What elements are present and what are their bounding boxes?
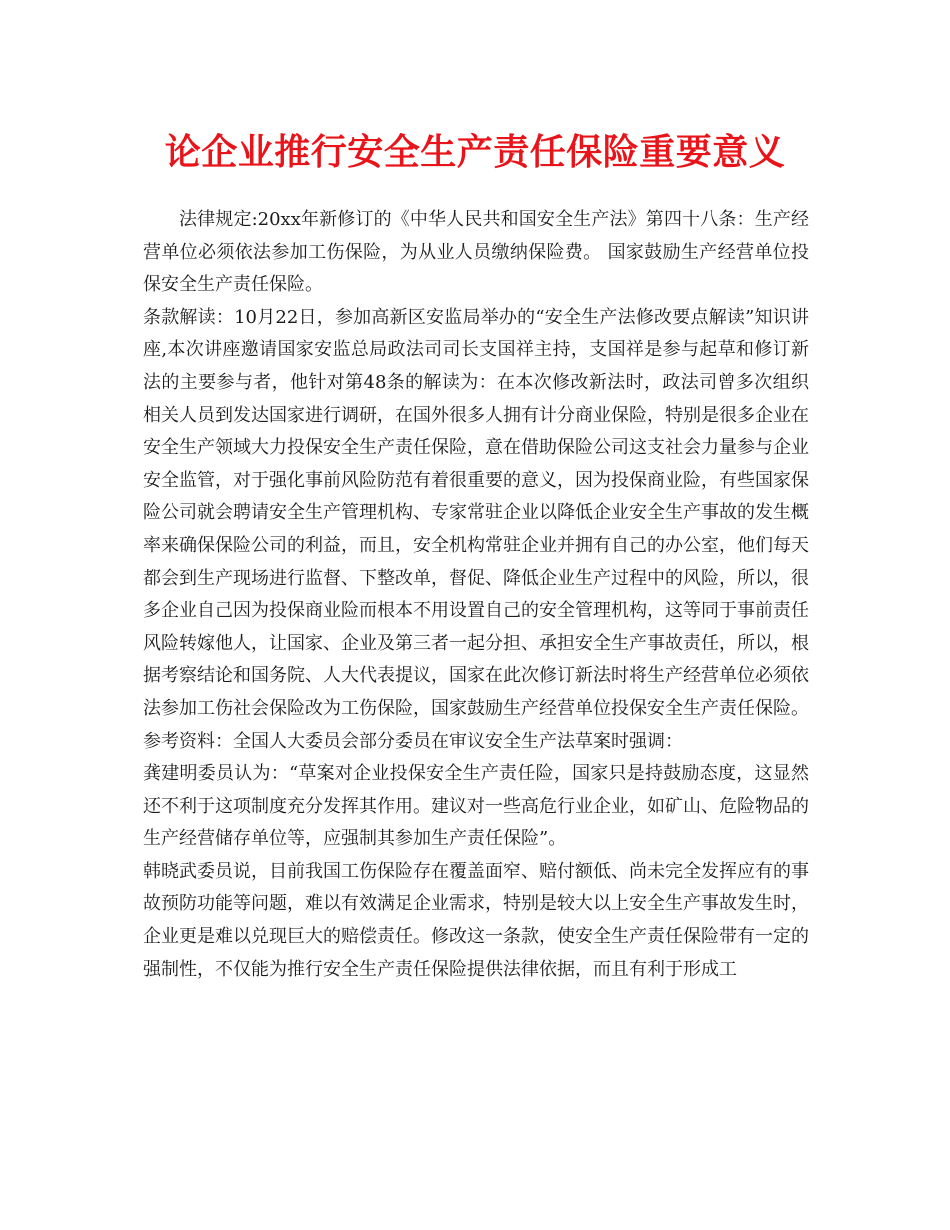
paragraph-gong-jianming: 龚建明委员认为：“草案对企业投保安全生产责任险，国家只是持鼓励态度，这显然还不利于这项制度充分发挥其作用。建议对一些高危行业企业，如矿山、危险物品的生产经营储存单位等，应强制其参加生产责任保险”。: [143, 763, 809, 850]
paragraph-clause-interpretation: 条款解读：10月22日，参加高新区安监局举办的“安全生产法修改要点解读”知识讲座,本次讲座邀请国家安监总局政法司司长支国祥主持，支国祥是参与起草和修订新法的主要参与者，他针对第48条的解读为：在本次修改新法时，政法司曾多次组织相关人员到发达国家进行调研，在国外很多人拥有计分商业保险，特别是很多企业在安全生产领域大力投保安全生产责任保险，意在借助保险公司这支社会力量参与企业安全监管，对于强化事前风险防范有着很重要的意义，因为投保商业险，有些国家保险公司就会聘请安全生产管理机构、专家常驻企业以降低企业安全生产事故的发生概率来确保保险公司的利益，而且，安全机构常驻企业并拥有自己的办公室，他们每天都会到生产现场进行监督、下整改单，督促、降低企业生产过程中的风险，所以，很多企业自己因为投保商业险而根本不用设置自己的安全管理机构，这等同于事前责任风险转嫁他人，让国家、企业及第三者一起分担、承担安全生产事故责任，所以，根据考察结论和国务院、人大代表提议，国家在此次修订新法时将生产经营单位必须依法参加工伤社会保险改为工伤保险，国家鼓励生产经营单位投保安全生产责任保险。: [143, 306, 809, 719]
paragraph-legal-provision: 法律规定:20xx年新修订的《中华人民共和国安全生产法》第四十八条：生产经营单位必须依法参加工伤保险，为从业人员缴纳保险费。 国家鼓励生产经营单位投保安全生产责任保险。: [143, 209, 809, 296]
document-title: 论企业推行安全生产责任保险重要意义: [164, 131, 786, 173]
paragraph-references: 参考资料：全国人大委员会部分委员在审议安全生产法草案时强调：: [143, 730, 683, 752]
paragraph-han-xiaowu: 韩晓武委员说，目前我国工伤保险存在覆盖面窄、赔付额低、尚未完全发挥应有的事故预防功能等问题，难以有效满足企业需求，特别是较大以上安全生产事故发生时，企业更是难以兑现巨大的赔偿责任。修改这一条款，使安全生产责任保险带有一定的强制性，不仅能为推行安全生产责任保险提供法律依据，而且有利于形成工: [143, 860, 809, 980]
document-body: [143, 204, 809, 986]
